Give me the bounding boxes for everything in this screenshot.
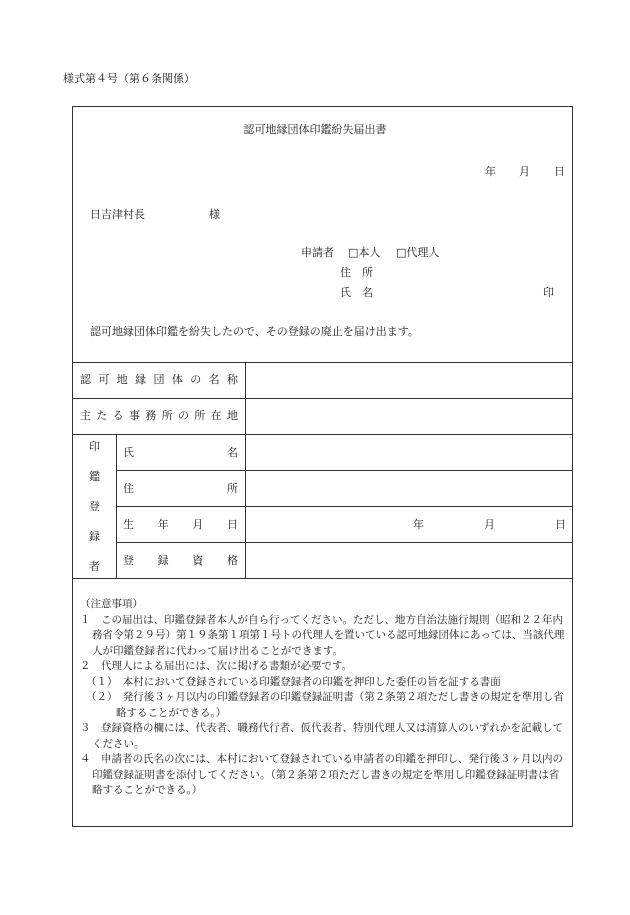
- note-subitem-1: （１） 本村において登録されている印鑑登録者の印鑑を押印した委任の旨を証する書面: [86, 675, 501, 688]
- date-year: 年: [485, 165, 496, 178]
- row-qualification-label: [123, 555, 238, 566]
- label-char: 務: [145, 409, 157, 422]
- row-qualification-char: 資: [192, 554, 204, 567]
- row-birthdate-label: [123, 519, 238, 530]
- label-char: 称: [227, 373, 238, 386]
- table-line-5: [116, 542, 573, 543]
- date-day: 日: [554, 165, 565, 178]
- row-name-char: 氏: [123, 446, 134, 459]
- notes-section: [80, 597, 568, 799]
- row-birthdate-char: 生: [123, 518, 134, 531]
- birth-month-mark: 月: [484, 518, 495, 531]
- table-bottom-line: [72, 578, 573, 579]
- applicant-name-label: 氏 名: [340, 286, 373, 299]
- row-birthdate-char: 日: [226, 518, 238, 531]
- row-address-char: 所: [227, 482, 238, 495]
- table-line-2: [72, 434, 573, 435]
- registrant-char-2: 鑑: [89, 470, 100, 483]
- form-number: 様式第４号（第６条関係）: [63, 72, 195, 85]
- label-char: 地: [116, 373, 128, 386]
- org-name-label: [80, 374, 238, 385]
- table-line-3: [116, 470, 573, 471]
- date-month: 月: [519, 165, 530, 178]
- row-qualification-char: 格: [226, 554, 238, 567]
- statement: 認可地縁団体印鑑を紛失したので、その登録の廃止を届け出ます。: [90, 325, 419, 338]
- table-group-divider: [116, 434, 117, 578]
- note-item-4: ４ 申請者の氏名の次には、本村において登録されている申請者の印鑑を押印し、発行後３ヶ月以内の印鑑登録証明書を添付してください。（第２条第２項ただし書きの規定を準用し印鑑登録証明書は省略することができる。）: [80, 753, 563, 796]
- note-item-1: １ この届出は、印鑑登録者本人が自ら行ってください。ただし、地方自治法施行規則（昭和２２年内務省令第２９号）第１９条第１項第１号トの代理人を置いている認可地縁団体にあっては、当該代理人が印鑑登録者に代わって届け出ることができます。: [80, 613, 565, 657]
- label-char: 団: [153, 373, 165, 386]
- registrant-char-3: 登: [89, 500, 100, 513]
- row-birthdate-char: 月: [192, 518, 204, 531]
- applicant-label: 申請者: [301, 246, 334, 259]
- form-title: 認可地縁団体印鑑紛失届出書: [243, 123, 387, 136]
- label-char: の: [190, 373, 202, 386]
- table-line-4: [116, 506, 573, 507]
- label-char: た: [96, 409, 108, 422]
- registrant-char-5: 者: [89, 560, 100, 573]
- note-item-2: ２ 代理人による届出には、次に掲げる書類が必要です。: [80, 660, 353, 672]
- row-name-label: [123, 447, 238, 458]
- birth-year-mark: 年: [413, 518, 424, 531]
- registrant-char-1: 印: [89, 440, 100, 453]
- label-char: 事: [128, 409, 140, 422]
- notes-heading: （注意事項）: [80, 598, 143, 610]
- label-char: 在: [210, 409, 222, 422]
- table-top-line: [72, 362, 573, 363]
- addressee-name: 日吉津村長: [90, 208, 145, 221]
- label-char: 体: [171, 373, 183, 386]
- checkbox-self[interactable]: □本人: [348, 246, 381, 259]
- label-char: の: [177, 409, 189, 422]
- row-address-label: [123, 483, 238, 494]
- table-value-divider: [245, 362, 246, 578]
- note-item-3: ３ 登録資格の欄には、代表者、職務代行者、仮代表者、特別代理人又は清算人のいずれかを記載してください。: [80, 722, 563, 750]
- row-address-char: 住: [123, 482, 134, 495]
- label-char: 認: [80, 373, 91, 386]
- row-name-char: 名: [227, 446, 238, 459]
- label-char: 可: [98, 373, 110, 386]
- label-char: 地: [226, 409, 238, 422]
- label-char: 主: [80, 409, 91, 422]
- label-char: 縁: [135, 373, 147, 386]
- label-char: る: [112, 409, 124, 422]
- seal-mark: 印: [543, 286, 554, 299]
- label-char: 名: [208, 373, 220, 386]
- label-char: 所: [161, 409, 173, 422]
- note-subitem-2: （２） 発行後３ヶ月以内の印鑑登録者の印鑑登録証明書（第２条第２項ただし書きの規定を準用し省略することができる。）: [86, 691, 564, 719]
- label-char: 所: [194, 409, 206, 422]
- registrant-char-4: 録: [89, 530, 100, 543]
- addressee-honorific: 様: [209, 208, 220, 221]
- checkbox-agent[interactable]: □代理人: [396, 246, 440, 259]
- row-birthdate-char: 年: [157, 518, 169, 531]
- row-qualification-char: 録: [157, 554, 169, 567]
- applicant-address-label: 住 所: [340, 266, 373, 279]
- birth-day-mark: 日: [555, 518, 566, 531]
- office-label: [80, 410, 238, 421]
- row-qualification-char: 登: [123, 554, 134, 567]
- table-line-1: [72, 398, 573, 399]
